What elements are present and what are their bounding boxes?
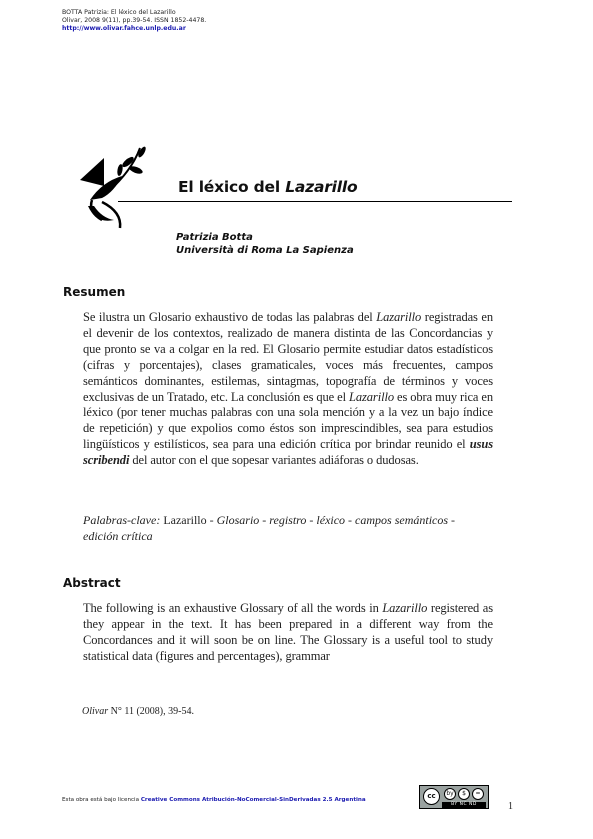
keywords — [83, 512, 493, 544]
abstract-work-title: Lazarillo — [382, 601, 428, 615]
cc-logo-icon: cc — [423, 788, 440, 805]
article-title — [178, 178, 357, 196]
header-citation-line-2: Olivar, 2008 9(11), pp.39-54. ISSN 1852-4478. — [62, 17, 207, 24]
license-notice — [62, 797, 366, 803]
title-divider — [118, 201, 512, 202]
abstract-text: The following is an exhaustive Glossary of all the words in — [83, 601, 383, 615]
resumen-paragraph — [83, 310, 493, 469]
attribution-icon: by — [444, 788, 456, 800]
abstract-body — [83, 601, 493, 665]
abstract-heading: Abstract — [63, 576, 121, 590]
olivar-logo-icon — [62, 140, 162, 232]
abstract-paragraph — [83, 601, 493, 665]
page-number: 1 — [508, 801, 513, 812]
resumen-text: es obra muy rica en léxico (por tener muchas palabras con una sola mención y a la vez un bajo índice de repetición) y que expolios como éstos son imprescindibles, sea para estudios lingüísticos y estilísticos, sea para una edición crítica por brindar reunido el — [83, 389, 493, 452]
noncommercial-icon: $ — [458, 788, 470, 800]
keywords-first: Lazarillo - — [160, 513, 217, 527]
cc-license-badge[interactable] — [419, 785, 489, 809]
author-affiliation: Università di Roma La Sapienza — [176, 245, 354, 256]
resumen-text: del autor con el que sopesar variantes adiáforas o dudosas. — [129, 453, 419, 468]
resumen-work-title: Lazarillo — [376, 310, 422, 324]
author-name: Patrizia Botta — [176, 232, 253, 243]
issue-details: N° 11 (2008), 39-54. — [108, 706, 194, 717]
keywords-label: Palabras-clave: — [83, 513, 161, 527]
article-title-work: Lazarillo — [285, 178, 358, 196]
article-title-prefix: El léxico del — [178, 178, 286, 196]
abstract-text: registered as they appear in the text. It has been prepared in a different way from the Concordances and it will soon be on line. The Glossary is a useful tool to study statistical data (figures and percentages), grammar — [83, 601, 493, 663]
issue-reference — [82, 706, 194, 717]
resumen-heading: Resumen — [63, 285, 126, 299]
journal-name: Olivar — [82, 706, 109, 717]
noderivatives-icon: = — [472, 788, 484, 800]
resumen-term: usus scribendi — [83, 437, 493, 468]
resumen-text: Se ilustra un Glosario exhaustivo de todas las palabras del — [83, 310, 377, 324]
cc-badge-strip: BY NC ND — [442, 802, 486, 808]
cc-icons — [444, 788, 484, 800]
resumen-body — [83, 310, 493, 469]
license-prefix: Esta obra está bajo licencia — [62, 797, 141, 803]
resumen-work-title: Lazarillo — [349, 389, 394, 404]
keywords-rest: Glosario - registro - léxico - campos semánticos - edición crítica — [83, 513, 456, 543]
journal-url-link[interactable]: http://www.olivar.fahce.unlp.edu.ar — [62, 25, 186, 32]
author-block — [176, 231, 354, 257]
resumen-text: registradas en el devenir de los contextos, realizado de manera distinta de las Concordancias y que pronto se va a colgar en la red. El Glosario permite estudiar datos estadísticos (cifras y porcentajes), clases gramaticales, voces más frecuentes, campos semánticos dominantes, estilemas, sintagmas, topografía de términos y voces exclusivas de un Tratado, etc. La conclusión es que el — [83, 310, 493, 404]
header-citation — [62, 9, 382, 33]
license-link[interactable]: Creative Commons Atribución-NoComercial-SinDerivadas 2.5 Argentina — [140, 797, 366, 803]
header-citation-line-1: BOTTA Patrizia: El léxico del Lazarillo — [62, 9, 176, 16]
